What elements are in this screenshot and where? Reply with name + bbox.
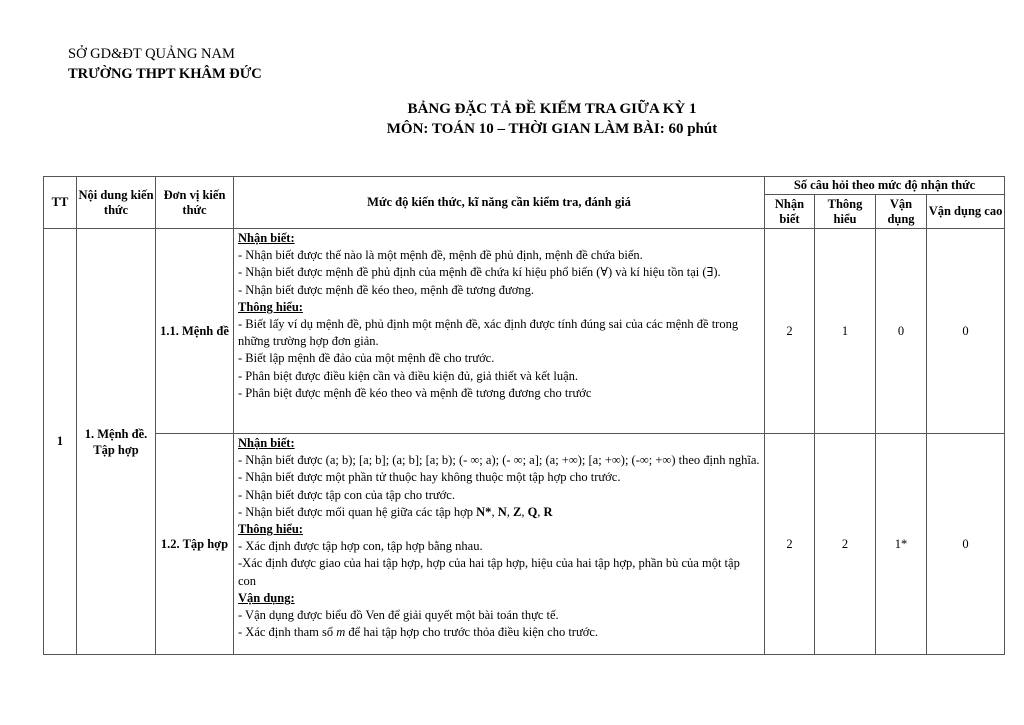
table-row bbox=[44, 229, 1005, 434]
unit-cell bbox=[156, 229, 234, 434]
count-thong-hieu: 1 bbox=[815, 229, 876, 434]
desc-line: - Biết lập mệnh đề đảo của một mệnh đề cho trước. bbox=[238, 351, 495, 366]
topic-number: 1 bbox=[44, 229, 77, 655]
count-nhan-biet: 2 bbox=[765, 434, 815, 655]
topic-name bbox=[77, 229, 156, 655]
desc-line: -Xác định được giao của hai tập hợp, hợp của hai tập hợp, hiệu của hai tập hợp, phần bù của một tập con bbox=[238, 556, 740, 588]
level-description bbox=[234, 229, 765, 434]
document-subtitle: MÔN: TOÁN 10 – THỜI GIAN LÀM BÀI: 60 phút bbox=[386, 121, 718, 137]
department-name: SỞ GD&ĐT QUẢNG NAM bbox=[68, 46, 235, 62]
specification-table bbox=[43, 176, 1005, 655]
col-header-content: Nội dung kiến thức bbox=[77, 177, 156, 229]
desc-line-param bbox=[238, 624, 760, 641]
desc-line: - Nhận biết được tập con của tập cho trước. bbox=[238, 487, 455, 502]
col-header-unit: Đơn vị kiến thức bbox=[156, 177, 234, 229]
col-header-nhan-biet: Nhận biết bbox=[765, 195, 815, 229]
count-van-dung-cao: 0 bbox=[927, 434, 1005, 655]
col-header-level-desc: Mức độ kiến thức, kĩ năng cần kiểm tra, đánh giá bbox=[234, 177, 765, 229]
table-row bbox=[44, 434, 1005, 655]
desc-line: - Nhận biết được mệnh đề kéo theo, mệnh đề tương đương. bbox=[238, 282, 534, 297]
table-header-row bbox=[44, 177, 1005, 195]
col-header-thong-hieu: Thông hiểu bbox=[815, 195, 876, 229]
document-title: BẢNG ĐẶC TẢ ĐỀ KIỂM TRA GIỮA KỲ 1 bbox=[407, 101, 697, 117]
desc-line: - Phân biệt được mệnh đề kéo theo và mệnh đề tương đương cho trước bbox=[238, 385, 592, 400]
school-name: TRƯỜNG THPT KHÂM ĐỨC bbox=[68, 66, 262, 82]
section-heading: Thông hiểu: bbox=[238, 522, 303, 537]
count-thong-hieu: 2 bbox=[815, 434, 876, 655]
set-symbol: Z bbox=[512, 504, 522, 519]
col-header-count-group: Số câu hỏi theo mức độ nhận thức bbox=[765, 177, 1005, 195]
count-van-dung: 1* bbox=[876, 434, 927, 655]
level-description bbox=[234, 434, 765, 655]
set-symbol: N* bbox=[476, 504, 492, 519]
topic-name-text: 1. Mệnh đề. Tập hợp bbox=[84, 426, 148, 457]
section-heading: Nhận biết: bbox=[238, 231, 295, 245]
desc-line-sets: - Nhận biết được mối quan hệ giữa các tập hợp N*, N, Z, Q, R bbox=[238, 504, 553, 519]
sets-prefix: - Nhận biết được mối quan hệ giữa các tập hợp bbox=[238, 504, 477, 519]
unit-name: 1.2. Tập hợp bbox=[160, 537, 229, 551]
param-prefix: - Xác định tham số bbox=[238, 625, 337, 640]
desc-line: - Nhận biết được (a; b); [a; b]; (a; b]; [a; b); (- ∞; a); (- ∞; a]; (a; +∞); [a; +∞); (-∞; +∞) theo định nghĩa. bbox=[238, 453, 760, 468]
unit-name: 1.1. Mệnh đề bbox=[160, 324, 229, 338]
col-header-tt: TT bbox=[44, 177, 77, 229]
desc-line: - Nhận biết được thế nào là một mệnh đề, mệnh đề phủ định, mệnh đề chứa biến. bbox=[238, 248, 643, 263]
desc-line: - Nhận biết được mệnh đề phủ định của mệnh đề chứa kí hiệu phổ biến (∀) và kí hiệu tồn tại (∃). bbox=[238, 265, 721, 280]
set-symbol: N bbox=[497, 504, 507, 519]
desc-line: - Biết lấy ví dụ mệnh đề, phủ định một mệnh đề, xác định được tính đúng sai của các mệnh đề trong những trường hợp đơn giản. bbox=[238, 317, 739, 349]
unit-cell bbox=[156, 434, 234, 655]
param-suffix: để hai tập hợp cho trước thỏa điều kiện cho trước. bbox=[345, 625, 599, 640]
count-van-dung-cao: 0 bbox=[927, 229, 1005, 434]
desc-line: - Vận dụng được biểu đồ Ven để giải quyết một bài toán thực tế. bbox=[238, 608, 559, 623]
section-heading: Vận dụng: bbox=[238, 590, 295, 605]
desc-line: - Xác định được tập hợp con, tập hợp bằng nhau. bbox=[238, 539, 483, 554]
param-variable: m bbox=[336, 625, 346, 640]
col-header-van-dung: Vận dụng bbox=[876, 195, 927, 229]
set-symbol: R bbox=[543, 504, 553, 519]
desc-line: - Phân biệt được điều kiện cần và điều kiện đủ, giả thiết và kết luận. bbox=[238, 368, 579, 383]
set-symbol: Q bbox=[527, 504, 538, 519]
count-nhan-biet: 2 bbox=[765, 229, 815, 434]
col-header-van-dung-cao: Vận dụng cao bbox=[927, 195, 1005, 229]
desc-line: - Nhận biết được một phần tử thuộc hay không thuộc một tập hợp cho trước. bbox=[238, 470, 621, 485]
count-van-dung: 0 bbox=[876, 229, 927, 434]
section-heading: Thông hiểu: bbox=[238, 299, 303, 314]
section-heading: Nhận biết: bbox=[238, 436, 295, 450]
